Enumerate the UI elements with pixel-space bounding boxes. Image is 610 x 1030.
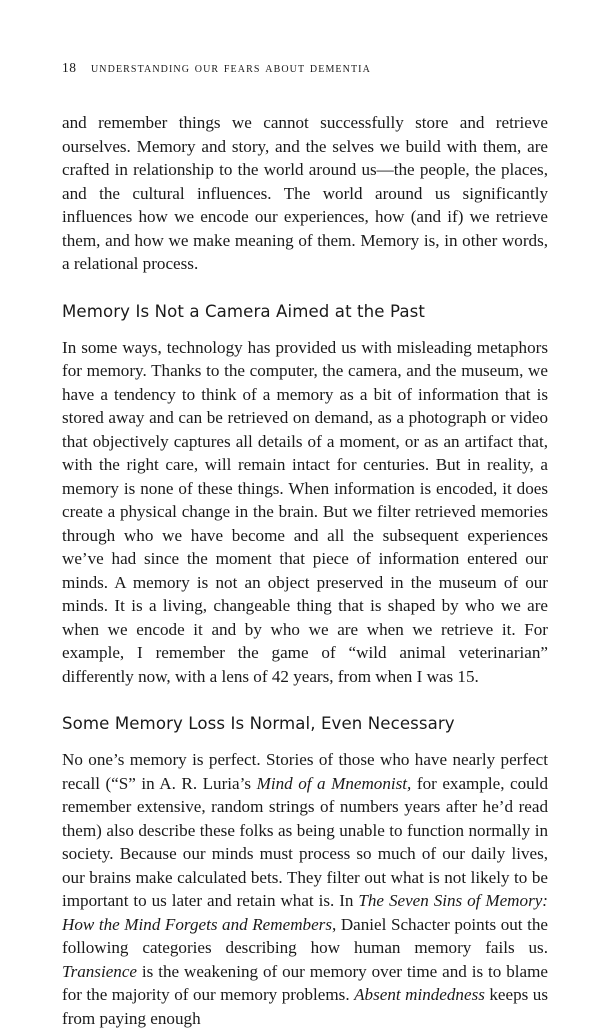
text-run: is the weakening of our memory over time and is to blame for the majority of our memory problems. <box>62 961 548 1004</box>
text-run: keeps us from paying enough <box>62 985 548 1028</box>
book-title-mnemonist: Mind of a Mnemonist, <box>256 773 412 793</box>
section-heading-camera: Memory Is Not a Camera Aimed at the Past <box>62 301 425 321</box>
paragraph-continuation: and remember things we cannot successfully store and retrieve ourselves. Memory and story, and the selves we build with them, are crafted in relationship to the world around us—the people, the places, and the cultural influences. The world around us significantly influences how we encode our experiences, how (and if) we retrieve them, and how we make meaning of them. Memory is, in other words, a relational process. <box>62 113 548 273</box>
book-title-seven-sins: The Seven Sins of Memory: How the Mind Forgets and Remembers <box>62 891 549 934</box>
running-title: understanding our fears about dementia <box>90 60 371 76</box>
paragraph-technology-metaphors: In some ways, technology has provided us with misleading metaphors for memory. Thanks to the computer, the camera, and the museum, we have a tendency to think of a memory as a bit of information that is stored away and can be retrieved on demand, as a photograph or video that objectively captures all details of a moment, or as an artifact that, with the right care, will remain intact for centuries. But in reality, a memory is none of these things. When information is encoded, it does create a physical change in the brain. But we filter retrieved memories through who we have become and all the subsequent experiences we’ve had since the moment that piece of information entered our minds. A memory is not an object preserved in the museum of our minds. It is a living, changeable thing that is shaped by who we are when we encode it and by who we are when we retrieve it. For example, I remember the game of “wild animal veterinarian” differently now, with a lens of 42 years, from when I was 15. <box>62 337 548 686</box>
term-transience: Transience <box>62 961 138 981</box>
text-run: , Daniel Schacter points out the following categories describing how human memory fails us. <box>62 914 548 957</box>
section-heading-memory-loss: Some Memory Loss Is Normal, Even Necessary <box>62 714 455 733</box>
text-run: No one’s memory is perfect. Stories of those who have nearly perfect recall (“S” in A. R. Luria’s <box>62 750 548 793</box>
paragraph-memory-loss <box>62 748 548 1030</box>
running-header <box>62 60 548 77</box>
text-run: for example, could remember extensive, random strings of numbers years after he’d read them) also describe these folks as being unable to function normally in society. Because our minds must process so much of our daily lives, our brains make calculated bets. They filter out what is not likely to be important to us later and retain what is. In <box>62 773 549 910</box>
term-absent-mindedness: Absent mindedness <box>354 985 485 1004</box>
page-number: 18 <box>62 60 77 75</box>
